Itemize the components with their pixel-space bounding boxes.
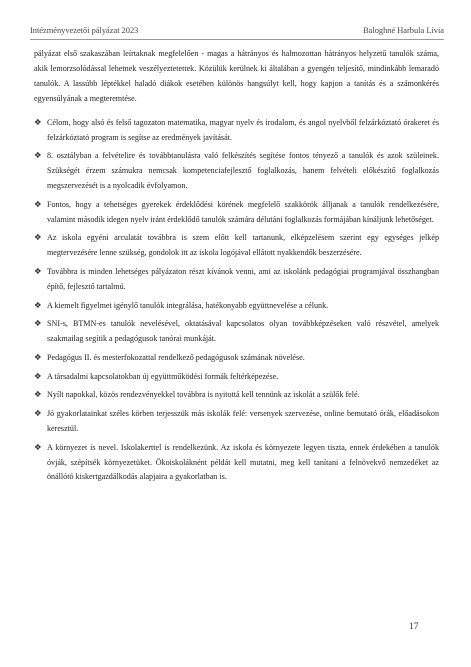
list-item [34, 351, 439, 366]
diamond-cluster-bullet-icon: ❖ [34, 352, 42, 363]
list-item [34, 388, 439, 403]
list-item-text: Fontos, hogy a tehetséges gyerekek érdeklődési körének megfelelő szakkörök álljanak a tanulók rendelkezésére, valamint második idegen nyelv iránt érdeklődő tanulók számára délutáni foglalkozás formájában kínáljunk lehetőséget. [47, 199, 439, 224]
diamond-cluster-bullet-icon: ❖ [34, 319, 42, 330]
header-title: Intézményvezetői pályázat 2023 [30, 26, 139, 35]
diamond-cluster-bullet-icon: ❖ [34, 266, 42, 277]
list-item [34, 299, 439, 314]
list-item [34, 441, 439, 486]
list-item-text: Továbbra is minden lehetséges pályázaton részt kívánok venni, ami az iskolánk pedagógiai programjával összhangban építő, fejlesztő tartalmú. [47, 266, 439, 291]
diamond-cluster-bullet-icon: ❖ [34, 409, 42, 419]
list-item-text: Jó gyakorlatainkat széles körben terjesszük más iskolák felé: versenyek szervezése, online bemutató órák, előadásokon keresztül. [47, 409, 439, 433]
list-item-text: SNI-s, BTMN-es tanulók nevelésével, oktatásával kapcsolatos olyan továbbképzéseken való részvétel, amelyek szakmailag segítik a pedagógusok tanórai munkáját. [47, 319, 439, 344]
list-item-text: A kiemelt figyelmet igénylő tanulók integrálása, hatékonyabb együttnevelése a célunk. [47, 300, 329, 310]
page-number: 17 [409, 622, 419, 632]
list-item-text: Az iskola egyéni arculatát továbbra is szem előtt kell tartanunk, elképzelésem szerint egy egységes jelkép megtervezésére lenne szükség, gondolok itt az iskola logójával ellátott nyakkendők beszerzésére. [47, 233, 439, 258]
diamond-cluster-bullet-icon: ❖ [34, 199, 42, 210]
list-item [34, 231, 439, 261]
list-item [34, 116, 439, 146]
list-item [34, 407, 439, 437]
diamond-cluster-bullet-icon: ❖ [34, 300, 42, 311]
list-item [34, 370, 439, 385]
goals-list [34, 116, 439, 486]
diamond-cluster-bullet-icon: ❖ [34, 371, 42, 382]
diamond-cluster-bullet-icon: ❖ [34, 442, 42, 453]
list-item-text: Pedagógus II. és mesterfokozattal rendelkező pedagógusok számának növelése. [47, 352, 305, 362]
diamond-cluster-bullet-icon: ❖ [34, 233, 42, 244]
diamond-cluster-bullet-icon: ❖ [34, 151, 42, 162]
header-author: Baloghné Harbula Lívia [363, 26, 444, 35]
intro-paragraph: pályázat első szakaszában leírtaknak megfelelően - magas a hátrányos és halmozottan hátrányos helyzetű tanulók száma, akik lemorzsolódással lehetnek veszélyeztetettek. Közülük kerülnek ki általában a gyengén teljesítő, mindinkább lemaradó tanulók. A lassúbb léptékkel haladó diákok esetében különös hangsúlyt kell, hogy kapjon a tanítás és a számonkérés egyensúlyának a megteremtése. [34, 49, 439, 103]
list-item [34, 265, 439, 295]
list-item-text: Nyílt napokkal, közös rendezvényekkel továbbra is nyitottá kell tennünk az iskolát a szülők felé. [47, 390, 360, 400]
list-item [34, 198, 439, 228]
diamond-cluster-bullet-icon: ❖ [34, 117, 42, 128]
page-body [34, 47, 439, 489]
header-divider [30, 39, 444, 40]
list-item-text: 8. osztályban a felvételire és továbbtanulásra való felkészítés segítése fontos tényező a tanulók és azok szüleinek. Szükségét érzem számukra nemcsak kompetenciafejlesztő foglalkozás, hanem felvételi előkészítő foglalkozás megszervezését is a nyolcadik évfolyamon. [47, 151, 439, 191]
list-item [34, 317, 439, 347]
list-item [34, 149, 439, 194]
list-item-text: Célom, hogy alsó és felső tagozaton matematika, magyar nyelv és irodalom, és angol nyelvből felzárkóztató órakeret és felzárkóztató program is segítse az eredmények javítását. [47, 117, 439, 142]
list-item-text: A társadalmi kapcsolatokban új együttműködési formák feltérképezése. [47, 371, 279, 381]
list-item-text: A környezet is nevel. Iskolakerttel is rendelkezünk. Az iskola és környezete legyen tiszta, ennek érdekében a tanulók óvják, szépítsék környezetüket. Ökoiskoláknént példát kell mutatni, meg kell tanítani a felnövekvő nemzedéket az önállótó kiskertgazdálkodás alapjaira a gyakorlatban is. [47, 442, 439, 482]
diamond-cluster-bullet-icon: ❖ [34, 390, 42, 401]
